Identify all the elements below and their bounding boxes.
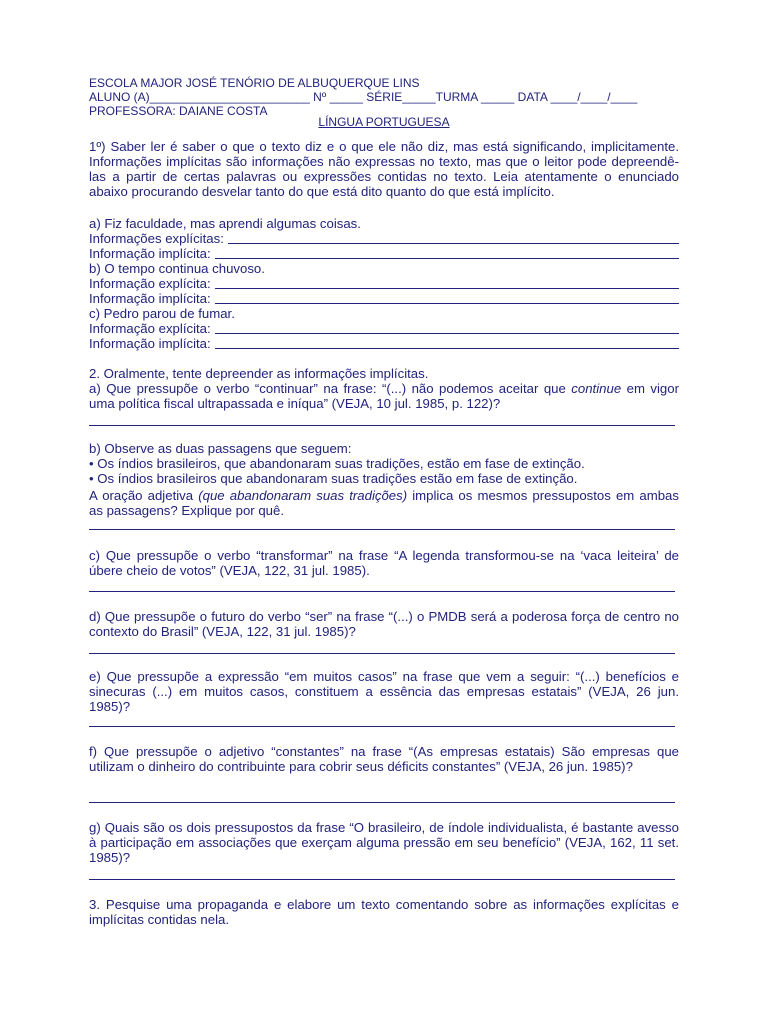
q1-a-implicit-label: Informação implícita: (89, 246, 211, 261)
answer-line[interactable] (215, 288, 679, 289)
q2-intro: 2. Oralmente, tente depreender as informações implícitas. (89, 366, 429, 381)
q2-c-answer-line[interactable] (89, 591, 675, 592)
q1-a-explicit-label: Informações explícitas: (89, 231, 224, 246)
q1-c-explicit-field[interactable] (89, 321, 679, 336)
q1-c-sentence: c) Pedro parou de fumar. (89, 306, 235, 321)
q2-f-answer-line[interactable] (89, 802, 675, 803)
q2-a-after: em vigor uma política fiscal ultrapassada e iníqua” (VEJA, 10 jul. 1985, p. 122)? (89, 381, 679, 411)
teacher-name: PROFESSORA: DAIANE COSTA (89, 104, 268, 118)
q1-item-b (89, 261, 679, 306)
q1-b-explicit-label: Informação explícita: (89, 276, 211, 291)
q1-item-c (89, 306, 679, 351)
q1-c-explicit-label: Informação explícita: (89, 321, 211, 336)
q2-a-text (89, 381, 679, 411)
q2-b-question (89, 488, 679, 518)
q2-f-text: f) Que pressupõe o adjetivo “constantes” na frase “(As empresas estatais) São empresas que utilizam o dinheiro do contribuinte para cobrir seus déficits constantes” (VEJA, 26 jun. 1985)? (89, 744, 679, 774)
answer-line[interactable] (215, 348, 679, 349)
q2-d-text: d) Que pressupõe o futuro do verbo “ser” na frase “(...) o PMDB será a poderosa força de centro no contexto do Brasil” (VEJA, 122, 31 jul. 1985)? (89, 609, 679, 639)
q1-b-implicit-label: Informação implícita: (89, 291, 211, 306)
q2-b-q-italic: (que abandonaram suas tradições) (198, 488, 408, 503)
q1-a-sentence: a) Fiz faculdade, mas aprendi algumas coisas. (89, 216, 361, 231)
answer-line[interactable] (215, 303, 679, 304)
q2-g-text: g) Quais são os dois pressupostos da frase “O brasileiro, de índole individualista, é bastante avesso à participação em associações que exerçam alguma pressão em seu benefício” (VEJA, 162, 11 set. 1985)? (89, 820, 679, 865)
q1-c-implicit-label: Informação implícita: (89, 336, 211, 351)
q1-c-implicit-field[interactable] (89, 336, 679, 351)
q1-a-explicit-field[interactable] (89, 231, 679, 246)
q1-b-sentence: b) O tempo continua chuvoso. (89, 261, 265, 276)
subject-title: LÍNGUA PORTUGUESA (318, 115, 450, 129)
q1-item-a (89, 216, 679, 261)
student-info-line: ALUNO (A)________________________ Nº _____ SÉRIE_____TURMA _____ DATA ____/____/____ (89, 90, 638, 104)
q2-b-bullet-2: • Os índios brasileiros que abandonaram suas tradições estão em fase de extinção. (89, 471, 578, 486)
q2-a-before: a) Que pressupõe o verbo “continuar” na frase: “(...) não podemos aceitar que (89, 381, 572, 396)
q2-d-answer-line[interactable] (89, 653, 675, 654)
answer-line[interactable] (215, 333, 679, 334)
q1-a-implicit-field[interactable] (89, 246, 679, 261)
q2-b-block (89, 441, 679, 486)
q2-c-text: c) Que pressupõe o verbo “transformar” na frase “A legenda transformou-se na ‘vaca leiteira’ de úbere cheio de votos” (VEJA, 122, 31 jul. 1985). (89, 548, 679, 578)
q2-g-answer-line[interactable] (89, 879, 675, 880)
school-name: ESCOLA MAJOR JOSÉ TENÓRIO DE ALBUQUERQUE LINS (89, 76, 420, 90)
q1-b-explicit-field[interactable] (89, 276, 679, 291)
q2-e-text: e) Que pressupõe a expressão “em muitos casos” na frase que vem a seguir: “(...) benefícios e sinecuras (...) em muitos casos, constituem a essência das empresas estatais” (VEJA, 26 jun. 1985)? (89, 669, 679, 714)
q2-b-answer-line[interactable] (89, 529, 675, 530)
q2-b-bullet-1: • Os índios brasileiros, que abandonaram suas tradições, estão em fase de extinção. (89, 456, 585, 471)
q3-text: 3. Pesquise uma propaganda e elabore um texto comentando sobre as informações explícitas e implícitas contidas nela. (89, 897, 679, 927)
q2-b-q-after: implica os mesmos pressupostos em ambas as passagens? Explique por quê. (89, 488, 679, 518)
answer-line[interactable] (228, 243, 679, 244)
q2-b-title: b) Observe as duas passagens que seguem: (89, 441, 352, 456)
answer-line[interactable] (215, 258, 679, 259)
q2-a-italic: continue (571, 381, 622, 396)
q2-b-q-before: A oração adjetiva (89, 488, 199, 503)
q2-e-answer-line[interactable] (89, 726, 675, 727)
q1-b-implicit-field[interactable] (89, 291, 679, 306)
q2-a-answer-line[interactable] (89, 425, 675, 426)
q1-intro: 1º) Saber ler é saber o que o texto diz e o que ele não diz, mas está significando, implicitamente. Informações implícitas são informações não expressas no texto, mas que o leitor pode depreendê-las a partir de certas palavras ou expressões contidas no texto. Leia atentamente o enunciado abaixo procurando desvelar tanto do que está dito quanto do que está implícito. (89, 139, 679, 199)
